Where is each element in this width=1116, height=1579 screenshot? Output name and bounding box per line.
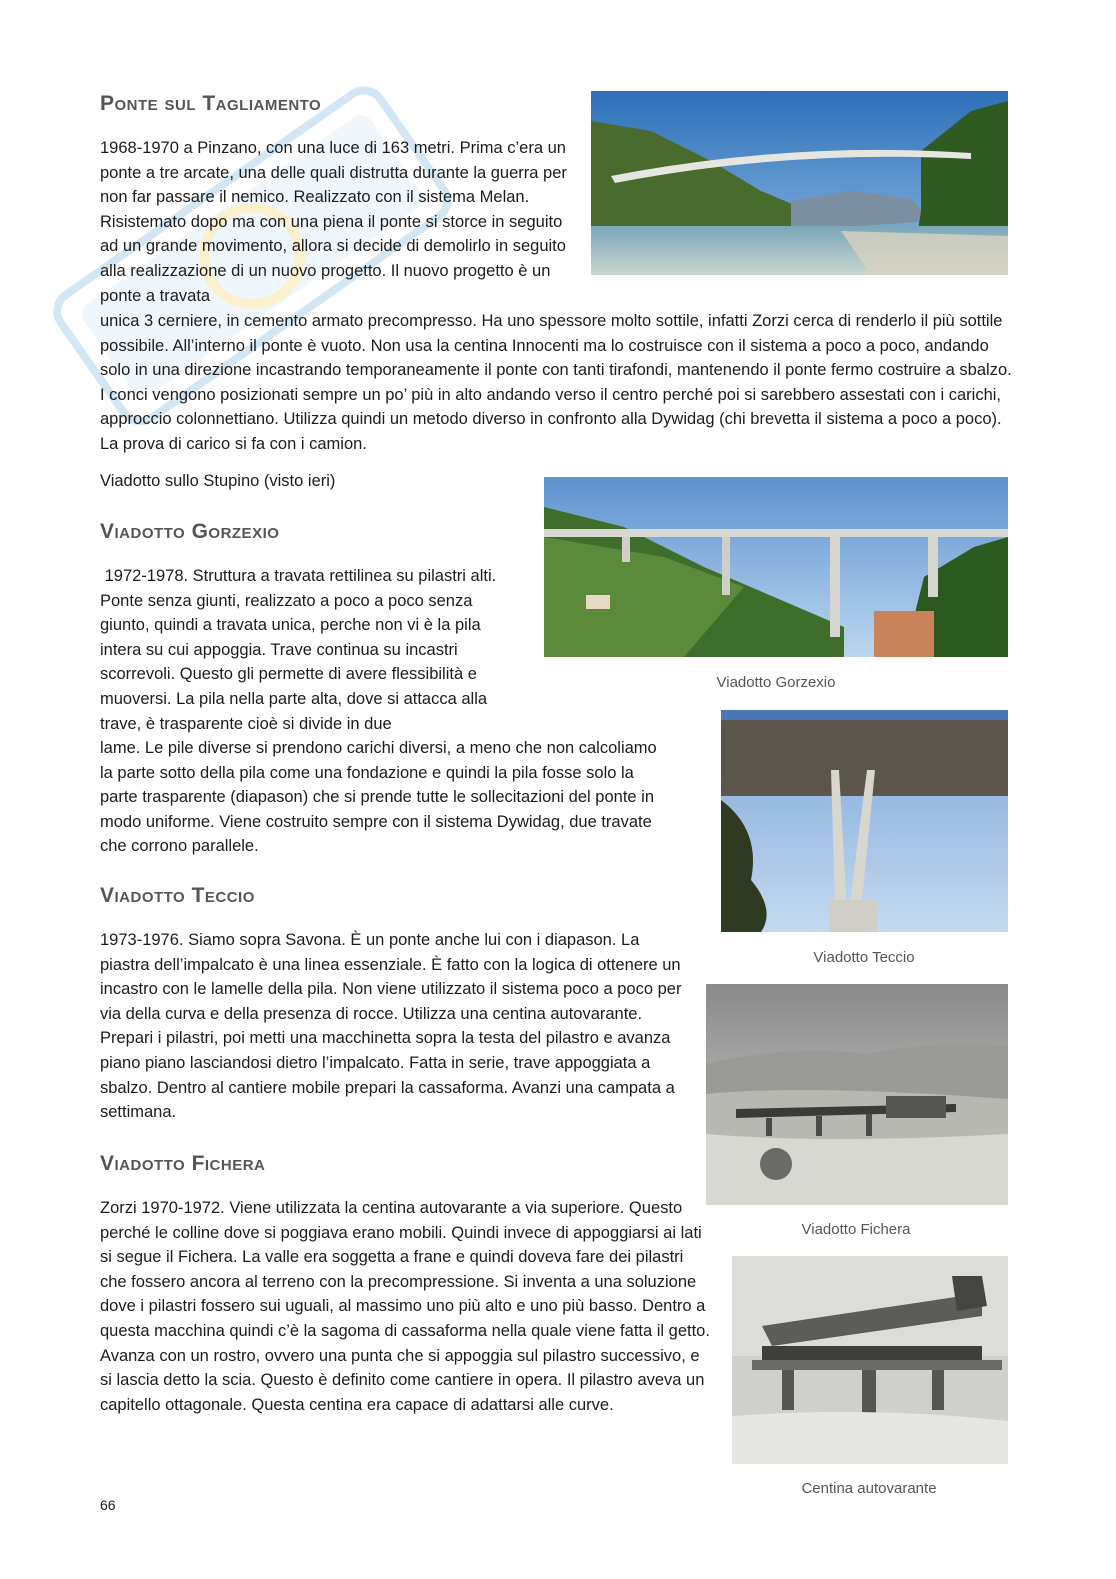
photo-centina-autovarante — [732, 1256, 1008, 1464]
section-title-fichera: Viadotto Fichera — [100, 1152, 266, 1175]
paragraph-tagliamento-wrap: 1968-1970 a Pinzano, con una luce di 163 metri. Prima c’era un ponte a tre arcate, una delle quali distrutta durante la guerra per non far passare il nemico. Realizzato con il sistema Melan. Risistemato dopo ma con una piena il ponte si storce in seguito ad un grande movimento, allora si decide di demolirlo in seguito alla realizzazione di un nuovo progetto. Il nuovo progetto è un ponte a travata — [100, 139, 567, 305]
paragraph-fichera: Zorzi 1970-1972. Viene utilizzata la centina autovarante a via superiore. Questo perché le colline dove si poggiava erano mobili. Quindi invece di appoggiarsi ai lati si segue il Fichera. La valle era soggetta a frane e quindi doveva fare dei pilastri che fossero ancora al terreno con la precompressione. Si inventa a una soluzione dove i pilastri fossero sui uguali, al massimo uno più alto e uno più basso. Dentro a questa macchina quindi c’è la sagoma di cassaforma nella quale viene fatta il getto. Avanza con un rostro, ovvero una punta che si appoggia sul pilastro successivo, e si lascia detto la scia. Questo è definito come cantiere in opera. Il pilastro aveva un capitello ottagonale. Questa centina era capace di adattarsi alle curve. — [100, 1199, 710, 1414]
caption-centina-autovarante: Centina autovarante — [801, 1480, 937, 1497]
photo-ponte-tagliamento — [591, 91, 1008, 275]
photo-viadotto-gorzexio — [544, 477, 1008, 657]
page-number: 66 — [100, 1497, 116, 1513]
paragraph-teccio: 1973-1976. Siamo sopra Savona. È un ponte anche lui con i diapason. La piastra dell’impalcato è una linea essenziale. È fatto con la logica di ottenere un incastro con le lamelle della pila. Non viene utilizzato il sistema poco a poco per via della curva e della presenza di rocce. Utilizza una centina autovarante. Prepari i pilastri, poi metti una macchinetta sopra la testa del pilastro e avanza piano piano lasciandosi dietro l’impalcato. Fatta in serie, trave appoggiata a sbalzo. Dentro al cantiere mobile prepari la cassaforma. Avanzi una campata a settimana. — [100, 931, 682, 1122]
paragraph-gorzexio-full: lame. Le pile diverse si prendono carichi diversi, a meno che non calcoliamo la parte sotto della pila come una fondazione e quindi la pila fosse solo la parte trasparente (diapason) che si prende tutte le sollecitazioni del ponte in modo uniforme. Viene costruito sempre con il sistema Dywidag, due travate che corrono parallele. — [100, 739, 657, 856]
section-title-teccio: Viadotto Teccio — [100, 884, 255, 907]
section-title-tagliamento: Ponte sul Tagliamento — [100, 92, 322, 115]
paragraph-tagliamento-full: unica 3 cerniere, in cemento armato precompresso. Ha uno spessore molto sottile, infatti Zorzi cerca di renderlo il più sottile possibile. All’interno il ponte è vuoto. Non usa la centina Innocenti ma lo costruisce con il sistema a poco a poco, andando solo in una direzione incastrando temporaneamente il ponte con tanti tirafondi, mantenendo il ponte fermo costruire a sbalzo. I conci vengono posizionati sempre un po’ più in alto andando verso il centro perché poi si sarebbero assestati con i carichi, approccio colonnettiano. Utilizza quindi un metodo diverso in confronto alla Dywidag (chi brevetta il sistema a poco a poco). La prova di carico si fa con i camion. — [100, 312, 1012, 453]
caption-gorzexio: Viadotto Gorzexio — [716, 674, 836, 691]
caption-teccio: Viadotto Teccio — [813, 949, 915, 966]
caption-fichera: Viadotto Fichera — [801, 1221, 911, 1238]
stupino-note: Viadotto sullo Stupino (visto ieri) — [100, 472, 336, 490]
section-title-gorzexio: Viadotto Gorzexio — [100, 520, 280, 543]
photo-viadotto-fichera — [706, 984, 1008, 1205]
paragraph-gorzexio-wrap: 1972-1978. Struttura a travata rettilinea su pilastri alti. Ponte senza giunti, realizzato a poco a poco senza giunto, quindi a travata unica, perche non vi è la pila intera su cui appoggia. Trave continua su incastri scorrevoli. Questo gli permette di avere flessibilità e muoversi. La pila nella parte alta, dove si attacca alla trave, è trasparente cioè si divide in due — [100, 567, 501, 733]
photo-viadotto-teccio — [721, 710, 1008, 932]
